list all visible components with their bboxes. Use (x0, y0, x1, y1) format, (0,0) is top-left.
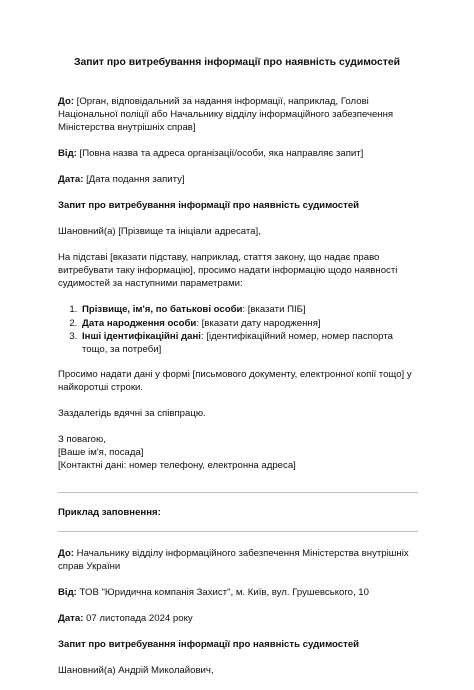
example-to-text: Начальнику відділу інформаційного забезпечення Міністерства внутрішніх справ України (58, 547, 409, 573)
from-text: [Повна назва та адреса організації/особи, яка направляє запит] (76, 148, 364, 160)
example-date-paragraph (58, 612, 418, 625)
document-title: Запит про витребування інформації про наявність судимостей (73, 57, 401, 68)
parameters-list (58, 303, 418, 355)
subject-text: Запит про витребування інформації про наявність судимостей (58, 200, 360, 212)
param-label: Дата народження особи (82, 317, 197, 329)
divider (58, 492, 418, 493)
param-label: Прізвище, ім'я, по батькові особи (82, 304, 243, 316)
to-paragraph (58, 95, 418, 134)
date-paragraph (58, 173, 418, 186)
to-text: [Орган, відповідальний за надання інформації, наприклад, Голові Національної поліції або Начальнику відділу інформаційного забезпечення Міністерства внутрішніх справ] (58, 96, 394, 134)
basis-paragraph: На підставі [вказати підставу, наприклад, стаття закону, що надає право витребувати таку інформацію], просимо надати інформацію щодо наявності судимостей за наступними параметрами: (58, 252, 398, 290)
example-to-paragraph (58, 547, 418, 573)
example-subject-heading (58, 638, 418, 651)
param-text: : [ідентифікаційний номер, номер паспорта тощо, за потреби] (82, 330, 393, 355)
thanks-paragraph: Заздалегідь вдячні за співпрацю. (58, 407, 206, 419)
list-item (80, 303, 418, 316)
from-label: Від: (58, 148, 77, 160)
example-greeting: Шановний(а) Андрій Миколайович, (58, 665, 214, 677)
example-from-paragraph (58, 586, 418, 599)
to-label: До: (58, 96, 75, 107)
param-text: : [вказати ПІБ] (242, 304, 306, 316)
signature-block (58, 433, 418, 472)
example-subject-text: Запит про витребування інформації про наявність судимостей (58, 639, 360, 651)
list-item (80, 317, 418, 330)
signature-name: [Ваше ім'я, посада] (58, 446, 144, 458)
example-date-label: Дата: (58, 613, 84, 625)
date-text: [Дата подання запиту] (83, 174, 185, 186)
param-label: Інші ідентифікаційні дані (82, 330, 201, 342)
signature-closing: З повагою, (58, 433, 106, 445)
format-request-paragraph: Просимо надати дані у формі [письмового документу, електронної копії тощо] у найкоротші строки. (58, 368, 412, 393)
greeting: Шановний(а) [Прізвище та ініціали адресата], (58, 226, 261, 238)
example-date-text: 07 листопада 2024 року (83, 613, 193, 625)
subject-heading (58, 199, 418, 212)
example-from-label: Від: (58, 587, 77, 599)
param-text: : [вказати дату народження] (196, 317, 321, 329)
document-body (58, 95, 418, 690)
from-paragraph (58, 147, 418, 160)
example-to-label: До: (58, 547, 75, 559)
divider (58, 531, 418, 532)
date-label: Дата: (58, 174, 84, 186)
example-from-text: ТОВ "Юридична компанія Захист", м. Київ, вул. Грушевського, 10 (76, 587, 369, 599)
signature-contacts: [Контактні дані: номер телефону, електронна адреса] (58, 459, 296, 471)
example-heading: Приклад заповнення: (58, 506, 161, 518)
list-item (80, 330, 418, 356)
